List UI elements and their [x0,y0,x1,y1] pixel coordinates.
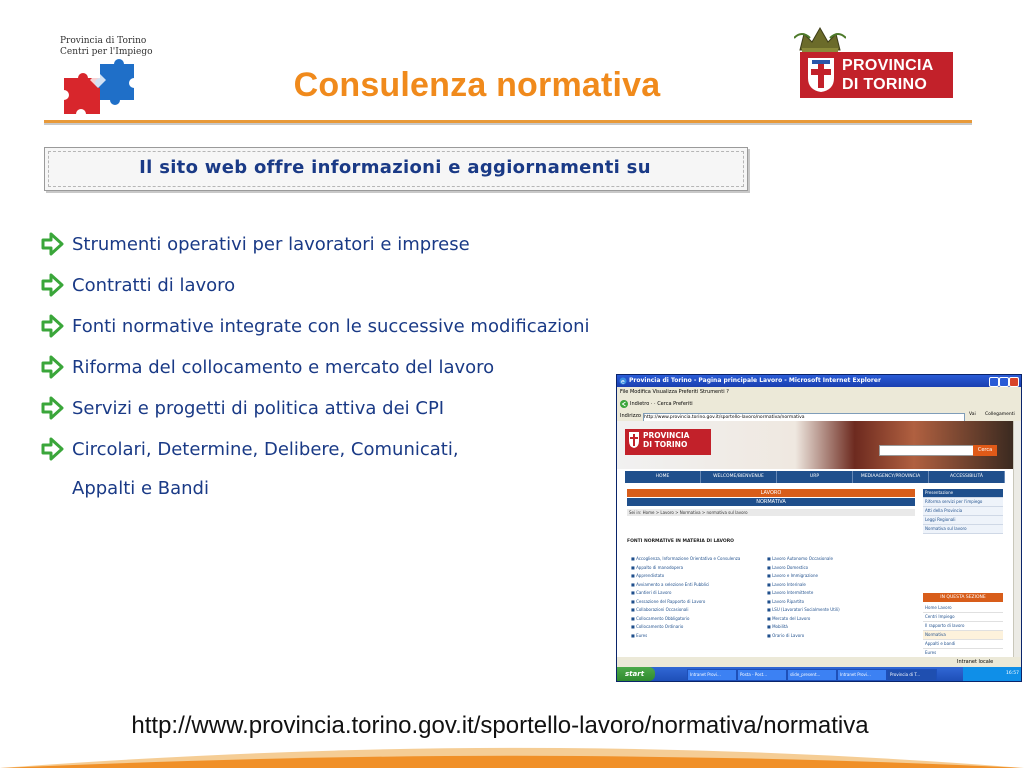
page-search-button[interactable]: Cerca [973,445,997,456]
taskbar-item[interactable]: Intranet Provi... [837,669,887,681]
sidebar-item-normativa[interactable]: Normativa sul lavoro [923,525,1003,534]
page-logo-text [643,431,689,449]
bullet-item [40,310,590,342]
toolbar-text[interactable]: Indietro · · Cerca Preferiti [630,401,693,407]
list-item[interactable]: ■ Accoglienza, Informazione Orientativa e Consulenza [631,556,741,561]
page-title: Consulenza normativa [293,66,661,104]
start-button[interactable]: start [617,667,655,681]
page-main-nav [625,471,1005,483]
logo-text-line-1: PROVINCIA [842,57,934,74]
arrow-right-icon [40,396,64,420]
list-item[interactable]: ■ LSU (Lavoratori Socialmente Utili) [767,607,840,612]
list-item[interactable]: ■ Cessazione del Rapporto di Lavoro [631,598,706,604]
section-item-centri-impiego[interactable]: Centri Impiego [923,613,1003,622]
section-item-appalti[interactable]: Appalti e bandi [923,640,1003,649]
bullet-text: Fonti normative integrate con le successive modificazioni [72,315,590,337]
bullet-item [40,433,459,465]
browser-title: Provincia di Torino - Pagina principale Lavoro - Microsoft Internet Explorer [629,377,881,384]
list-item[interactable]: ■ Eures [631,632,648,638]
list-item[interactable]: ■ Lavoro Interinale [767,581,806,587]
status-bar [617,657,1021,667]
list-item[interactable]: ■ Lavoro Domestico [767,564,809,570]
in-section-header: IN QUESTA SEZIONE [923,593,1003,602]
nav-urp[interactable]: URP [777,471,853,483]
browser-screenshot [616,374,1022,682]
intro-banner-text: Il sito web offre informazioni e aggiornamenti su [139,157,651,178]
page-logo-line-1: PROVINCIA [643,431,690,440]
maximize-button[interactable] [999,377,1009,387]
nav-welcome[interactable]: WELCOME/BIENVENUE [701,471,777,483]
section-item-home-lavoro[interactable]: Home Lavoro [923,604,1003,613]
browser-toolbar[interactable] [617,397,1021,411]
list-item[interactable]: ■ Mercato del Lavoro [767,615,811,621]
list-item[interactable]: ■ Lavoro Intermittente [767,590,814,595]
nav-home[interactable]: HOME [625,471,701,483]
svg-text:e: e [621,378,625,385]
links-label[interactable]: Collegamenti [985,412,1015,417]
taskbar-item[interactable]: Provincia di T... [887,669,937,681]
webpage-content [617,421,1013,657]
system-tray-clock: 16:57 [963,667,1021,681]
source-url: http://www.provincia.torino.gov.it/sportello-lavoro/normativa/normativa [131,712,869,739]
section-bar-normativa: NORMATIVA [627,498,915,506]
list-item[interactable]: ■ Lavoro e Immigrazione [767,573,818,578]
sidebar-menu [923,489,1003,534]
sidebar-item-leggi[interactable]: Leggi Regionali [923,516,1003,525]
address-input[interactable]: http://www.provincia.torino.gov.it/sportello-lavoro/normativa/normativa [643,413,965,422]
breadcrumb[interactable]: Sei in: Home > Lavoro > Normativa > normativa sul lavoro [627,509,915,516]
address-label: Indirizzo [620,413,641,419]
back-icon[interactable] [620,400,628,408]
bullet-text: Riforma del collocamento e mercato del lavoro [72,356,495,378]
list-item[interactable]: ■ Lavoro Ripartito [767,598,805,604]
arrow-right-icon [40,273,64,297]
bullet-item [40,392,444,424]
section-item-eures[interactable]: Eures [923,649,1003,657]
bullet-item [40,228,470,260]
section-menu [923,604,1003,657]
org-line-1: Provincia di Torino [60,36,147,46]
sidebar-item-atti[interactable]: Atti della Provincia [923,507,1003,516]
arrow-right-icon [40,232,64,256]
bullet-text: Strumenti operativi per lavoratori e imprese [72,233,470,255]
list-item[interactable]: ■ Collocamento Obbligatorio [631,615,690,621]
arrow-right-icon [40,355,64,379]
close-button[interactable] [1009,377,1019,387]
list-item[interactable]: ■ Collaborazioni Occasionali [631,607,689,612]
sidebar-item-riforma[interactable]: Riforma servizi per l'impiego [923,498,1003,507]
page-logo-line-2: DI TORINO [643,440,688,449]
page-search-input[interactable] [879,445,977,456]
status-text: Intranet locale [957,659,994,665]
list-item[interactable]: ■ Mobilità [767,624,788,629]
list-item[interactable]: ■ Cantieri di Lavoro [631,590,672,595]
vertical-scrollbar[interactable] [1013,421,1022,657]
provincia-logo-text [842,56,934,94]
section-title: FONTI NORMATIVE IN MATERIA DI LAVORO [627,539,735,544]
org-caption [60,36,153,58]
bullet-text: Circolari, Determine, Delibere, Comunicati, [72,438,459,460]
section-item-normativa[interactable]: Normativa [923,631,1003,640]
arrow-right-icon [40,314,64,338]
go-button[interactable]: Vai [969,412,976,417]
crown-crest-icon [794,24,846,54]
links-column-1 [631,555,740,640]
bullet-text: Contratti di lavoro [72,274,236,296]
list-item[interactable]: ■ Lavoro Autonomo Occasionale [767,556,833,561]
header-divider-shadow [44,123,972,125]
bullet-text: Servizi e progetti di politica attiva dei CPI [72,397,445,419]
org-line-2: Centri per l'Impiego [60,47,153,57]
bullet-item [40,269,235,301]
ie-icon [619,377,627,385]
section-item-rapporto[interactable]: Il rapporto di lavoro [923,622,1003,631]
nav-accessibility[interactable]: ACCESSIBILITÀ [929,471,1005,483]
sidebar-item-presentazione[interactable]: Presentazione [923,489,1003,498]
list-item[interactable]: ■ Avviamento a selezione Enti Pubblici [631,581,710,587]
taskbar-item[interactable]: slide_present... [787,669,837,681]
list-item[interactable]: ■ Appalto di manodopera [631,564,684,570]
browser-menubar[interactable] [617,387,1021,397]
shield-cross-icon [806,56,836,94]
list-item[interactable]: ■ Orario di Lavoro [767,632,805,638]
bullet-item [40,351,494,383]
logo-text-line-2: DI TORINO [842,76,928,93]
links-column-2 [767,555,840,640]
arrow-right-icon [40,437,64,461]
taskbar-item[interactable]: Intranet Provi... [687,669,737,681]
list-item[interactable]: ■ Collocamento Ordinario [631,624,684,629]
section-bar-lavoro: LAVORO [627,489,915,497]
shield-cross-icon [628,431,640,449]
taskbar-item[interactable]: Posta - Post... [737,669,787,681]
menubar-text[interactable]: File Modifica Visualizza Preferiti Strumenti ? [620,389,729,395]
nav-mediaagency[interactable]: MEDIAAGENCY/PROVINCIA [853,471,929,483]
bullet-continuation: Appalti e Bandi [72,478,209,499]
footer-swoosh [0,730,1024,768]
minimize-button[interactable] [989,377,999,387]
list-item[interactable]: ■ Apprendistato [631,573,665,578]
